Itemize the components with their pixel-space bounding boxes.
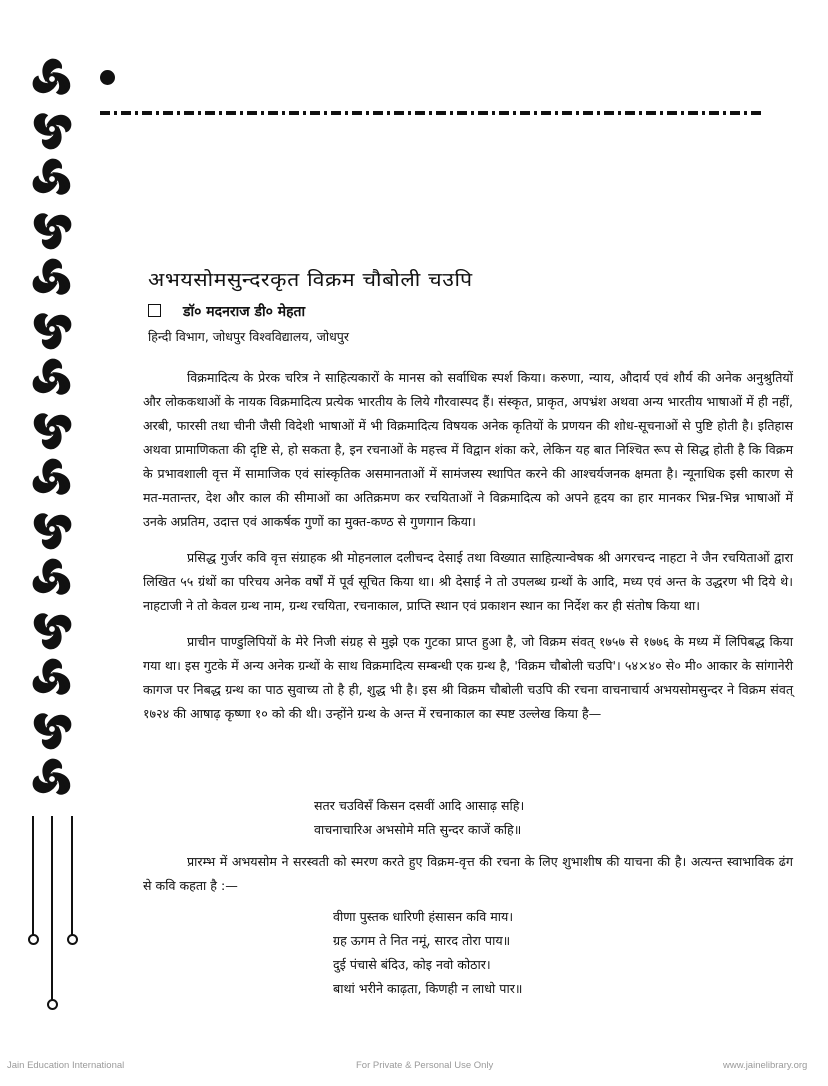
verse-colophon (314, 794, 524, 842)
verse-line: वीणा पुस्तक धारिणी हंसासन कवि माय। (333, 909, 514, 924)
paisley-rosette-icon (29, 656, 75, 702)
paisley-rosette-icon (29, 206, 75, 252)
checkbox-square-icon (148, 304, 161, 317)
verse-line: वाचनाचारिअ अभसोमे मति सुन्दर काजें कहि॥ (314, 822, 522, 837)
footer-left: Jain Education International (7, 1060, 125, 1071)
paisley-rosette-icon (29, 356, 75, 402)
paragraph-1: विक्रमादित्य के प्रेरक चरित्र ने साहित्यकारों के मानस को सर्वाधिक स्पर्श किया। करुणा, न्याय, औदार्य एवं शौर्य की अनेक अनुश्रुतियों और लोककथाओं के नायक विक्रमादित्य प्रत्येक भारतीय के लिये गौरवास्पद हैं। संस्कृत, प्राकृत, अपभ्रंश अथवा अन्य भारतीय भाषाओं में ही नहीं, अरबी, फारसी तथा चीनी जैसी विदेशी भाषाओं में भी विक्रमादित्य विषयक अनेक कृतियों के प्रणयन की शोध-सूचनाओं से पुष्टि होती है। इतिहास अथवा प्रामाणिकता की दृष्टि से, हो सकता है, इन रचनाओं के महत्त्व में विद्वान शंका करे, लेकिन यह बात निश्चित रूप से सिद्ध होती है कि विक्रम के प्रभावशाली वृत्त में सामाजिक एवं सांस्कृतिक असमानताओं में सामंजस्य स्थापित करने की आश्चर्यजनक क्षमता है। न्यूनाधिक इसी कारण से मत-मतान्तर, देश और काल की सीमाओं का अतिक्रमण कर रचयिताओं ने विक्रमादित्य को अपने हृदय का हार मानकर भिन्न-भिन्न भाषाओं में उनके अप्रतिम, उदात्त एवं आकर्षक गुणों का मुक्त-कण्ठ से गुणगान किया। (143, 370, 793, 529)
paragraph-3: प्राचीन पाण्डुलिपियों के मेरे निजी संग्रह से मुझे एक गुटका प्राप्त हुआ है, जो विक्रम संवत् १७५७ से १७७६ के मध्य में लिपिबद्ध किया गया था। इस गुटके में अन्य अनेक ग्रन्थों के साथ विक्रमादित्य सम्बन्धी एक ग्रन्थ है, 'विक्रम चौबोली चउपि'। ५४×४० से० मी० आकार के सांगानेरी कागज पर निबद्ध ग्रन्थ का पाठ सुवाच्य तो है ही, शुद्ध भी है। इस श्री विक्रम चौबोली चउपि की रचना वाचनाचार्य अभयसोमसुन्दर ने विक्रम संवत् १७२४ की आषाढ़ कृष्णा १० को की थी। उन्होंने ग्रन्थ के अन्त में रचनाकाल का स्पष्ट उल्लेख किया है— (143, 634, 793, 721)
paisley-rosette-icon (29, 756, 75, 802)
author-line (148, 302, 305, 321)
verse-invocation (333, 905, 522, 1001)
paragraph-2: प्रसिद्ध गुर्जर कवि वृत्त संग्राहक श्री मोहनलाल दलीचन्द देसाई तथा विख्यात साहित्यान्वेषक श्री अगरचन्द नाहटा ने जैन रचयिताओं द्वारा लिखित ५५ ग्रंथों का परिचय अनेक वर्षों में पूर्व सूचित किया था। श्री देसाई ने तो उपलब्ध ग्रन्थों के आदि, मध्य एवं अन्त के उद्धरण भी दिये थे। नाहटाजी ने तो केवल ग्रन्थ नाम, ग्रन्थ रचयिता, रचनाकाल, प्राप्ति स्थान एवं प्रकाशन स्थान का निर्देश कर ही संतोष किया था। (143, 550, 793, 613)
author-name: डॉ० मदनराज डी० मेहता (183, 304, 306, 320)
paisley-rosette-icon (29, 556, 75, 602)
footer-center: For Private & Personal Use Only (356, 1060, 494, 1071)
affiliation: हिन्दी विभाग, जोधपुर विश्वविद्यालय, जोधपुर (148, 329, 350, 344)
paisley-rosette-icon (29, 56, 75, 102)
paisley-rosette-icon (29, 306, 75, 352)
border-line-left (32, 816, 34, 936)
paisley-rosette-icon (29, 456, 75, 502)
article-title: अभयसोमसुन्दरकृत विक्रम चौबोली चउपि (148, 269, 473, 291)
paragraph-4: प्रारम्भ में अभयसोम ने सरस्वती को स्मरण करते हुए विक्रम-वृत्त की रचना के लिए शुभाशीष की याचना की है। अत्यन्त स्वाभाविक ढंग से कवि कहता है :— (143, 854, 793, 893)
border-circle-middle (47, 999, 58, 1010)
paisley-rosette-icon (29, 106, 75, 152)
bullet-icon (100, 70, 115, 85)
article-body (143, 366, 793, 738)
decorative-border (29, 56, 77, 806)
border-circle-right (67, 934, 78, 945)
border-line-right (71, 816, 73, 936)
verse-line: बाथां भरीने काढ़ता, किणही न लाधो पार॥ (333, 981, 523, 996)
paisley-rosette-icon (29, 706, 75, 752)
footer-right[interactable]: www.jainelibrary.org (723, 1060, 808, 1071)
border-line-middle (51, 816, 53, 1000)
verse-line: दुई पंचासे बंदिउ, कोइ नवो कोठार। (333, 957, 491, 972)
paisley-rosette-icon (29, 256, 75, 302)
dash-dot-rule (100, 109, 764, 117)
verse-line: ग्रह ऊगम ते नित नमूं, सारद तोरा पाय॥ (333, 933, 511, 948)
article-body-continued (143, 850, 793, 910)
paisley-rosette-icon (29, 406, 75, 452)
paisley-rosette-icon (29, 506, 75, 552)
paisley-rosette-icon (29, 156, 75, 202)
verse-line: सतर चउविसँ किसन दसवीं आदि आसाढ़ सहि। (314, 798, 525, 813)
border-circle-left (28, 934, 39, 945)
paisley-rosette-icon (29, 606, 75, 652)
